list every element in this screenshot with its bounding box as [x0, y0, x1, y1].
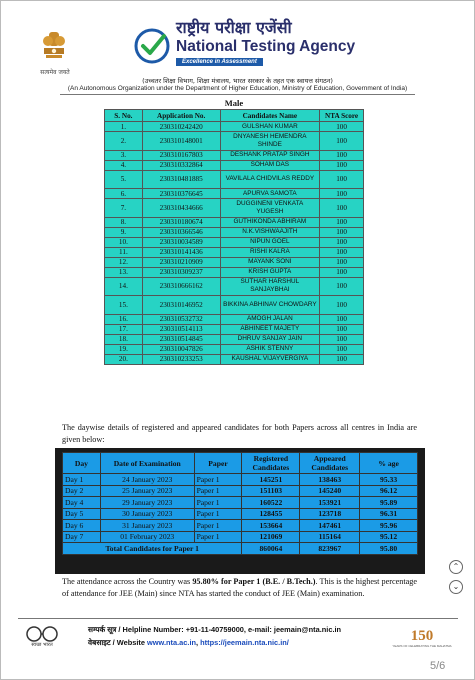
cell-nta-score: 100	[320, 334, 364, 344]
cell-nta-score: 100	[320, 237, 364, 247]
website-link-jeemain[interactable]: https://jeemain.nta.nic.in/	[200, 638, 289, 647]
cell-application-no: 230310481885	[142, 170, 220, 189]
table-row	[105, 354, 364, 364]
scroll-down-icon[interactable]: ⌄	[449, 580, 463, 594]
cell-candidate-name: AMOGH JALAN	[220, 314, 320, 324]
cell-date: 25 January 2023	[100, 485, 194, 497]
cell-application-no: 230310434666	[142, 199, 220, 218]
table-row	[105, 277, 364, 296]
cell-candidate-name: ABHINEET MAJETY	[220, 324, 320, 334]
total-label: Total Candidates for Paper 1	[63, 543, 242, 555]
table-row	[63, 485, 418, 497]
table-row	[105, 189, 364, 199]
total-row	[63, 543, 418, 555]
cell-application-no: 230310146952	[142, 296, 220, 315]
table-row	[63, 474, 418, 486]
col-header-day: Day	[63, 453, 101, 474]
col-header-sno: S. No.	[105, 110, 143, 122]
cell-paper: Paper 1	[194, 520, 242, 532]
table-row	[105, 160, 364, 170]
cell-paper: Paper 1	[194, 497, 242, 509]
cell-sno: 12.	[105, 257, 143, 267]
cell-application-no: 230310514113	[142, 324, 220, 334]
cell-sno: 9.	[105, 227, 143, 237]
cell-percentage: 96.12	[360, 485, 418, 497]
total-registered: 860064	[242, 543, 300, 555]
cell-application-no: 230310148001	[142, 132, 220, 151]
agency-name: National Testing Agency	[176, 38, 356, 55]
table-row	[105, 199, 364, 218]
helpline-text: सम्पर्क सूत्र / Helpline Number: +91-11-40759000, e-mail: jeemain@nta.nic.in	[88, 625, 342, 634]
toppers-table	[104, 109, 364, 365]
col-header-appeared: Appeared Candidates	[300, 453, 360, 474]
table-header-row	[63, 453, 418, 474]
table-header-row	[105, 110, 364, 122]
table-row	[105, 122, 364, 132]
cell-application-no: 230310514845	[142, 334, 220, 344]
right-logo-caption: YEARS OF CELEBRATING THE MAHATMA	[392, 644, 452, 648]
cell-registered: 151103	[242, 485, 300, 497]
cell-candidate-name: DHRUV SANJAY JAIN	[220, 334, 320, 344]
cell-application-no: 230310666162	[142, 277, 220, 296]
cell-nta-score: 100	[320, 132, 364, 151]
cell-percentage: 95.89	[360, 497, 418, 509]
cell-sno: 7.	[105, 199, 143, 218]
cell-application-no: 230310034589	[142, 237, 220, 247]
col-header-application: Application No.	[142, 110, 220, 122]
table-row	[105, 324, 364, 334]
cell-application-no: 230310376645	[142, 189, 220, 199]
table-row	[63, 520, 418, 532]
total-percentage: 95.80	[360, 543, 418, 555]
cell-candidate-name: DNYANESH HEMENDRA SHINDE	[220, 132, 320, 151]
cell-application-no: 230310309237	[142, 267, 220, 277]
right-logo-number: 150	[410, 628, 434, 644]
table-row	[105, 257, 364, 267]
total-appeared: 823967	[300, 543, 360, 555]
letterhead	[0, 0, 475, 96]
cell-nta-score: 100	[320, 314, 364, 324]
cell-registered: 153664	[242, 520, 300, 532]
cell-appeared: 153921	[300, 497, 360, 509]
agency-tagline: Excellence in Assessment	[176, 58, 263, 66]
cell-candidate-name: APURVA SAMOTA	[220, 189, 320, 199]
cell-appeared: 147461	[300, 520, 360, 532]
cell-nta-score: 100	[320, 247, 364, 257]
cell-candidate-name: VAVILALA CHIDVILAS REDDY	[220, 170, 320, 189]
page-indicator: 5/6	[430, 660, 446, 672]
table-row	[105, 227, 364, 237]
cell-paper: Paper 1	[194, 474, 242, 486]
table-row	[105, 267, 364, 277]
cell-sno: 11.	[105, 247, 143, 257]
emblem-caption: सत्यमेव जयते	[40, 69, 70, 76]
cell-date: 24 January 2023	[100, 474, 194, 486]
cell-nta-score: 100	[320, 354, 364, 364]
daywise-intro-text: The daywise details of registered and appeared candidates for both Papers across all centres in India are given below:	[62, 423, 417, 444]
cell-day: Day 6	[63, 520, 101, 532]
cell-appeared: 138463	[300, 474, 360, 486]
cell-candidate-name: RISHI KALRA	[220, 247, 320, 257]
cell-application-no: 230310167803	[142, 150, 220, 160]
cell-nta-score: 100	[320, 122, 364, 132]
table-row	[105, 237, 364, 247]
daywise-table	[62, 452, 418, 555]
section-title: Male	[224, 98, 244, 108]
cell-application-no: 230310332864	[142, 160, 220, 170]
cell-day: Day 4	[63, 497, 101, 509]
cell-nta-score: 100	[320, 257, 364, 267]
cell-nta-score: 100	[320, 189, 364, 199]
cell-nta-score: 100	[320, 324, 364, 334]
cell-application-no: 230310180674	[142, 217, 220, 227]
table-row	[105, 314, 364, 324]
cell-sno: 5.	[105, 170, 143, 189]
attendance-text-before: The attendance across the Country was	[62, 577, 193, 586]
cell-registered: 121069	[242, 531, 300, 543]
cell-registered: 145251	[242, 474, 300, 486]
cell-candidate-name: ASHIK STENNY	[220, 344, 320, 354]
footer-divider	[18, 618, 458, 619]
website-prefix: वेबसाइट / Website	[88, 638, 148, 647]
cell-sno: 13.	[105, 267, 143, 277]
cell-nta-score: 100	[320, 199, 364, 218]
table-row	[63, 508, 418, 520]
attendance-highlight: 95.80% for Paper 1 (B.E. / B.Tech.)	[192, 577, 316, 586]
col-header-date: Date of Examination	[100, 453, 194, 474]
cell-candidate-name: DESHANK PRATAP SINGH	[220, 150, 320, 160]
cell-appeared: 123718	[300, 508, 360, 520]
cell-candidate-name: MAYANK SONI	[220, 257, 320, 267]
cell-date: 30 January 2023	[100, 508, 194, 520]
cell-nta-score: 100	[320, 227, 364, 237]
cell-sno: 18.	[105, 334, 143, 344]
cell-sno: 6.	[105, 189, 143, 199]
left-logo-caption: स्वच्छ भारत	[31, 642, 53, 648]
col-header-score: NTA Score	[320, 110, 364, 122]
cell-sno: 8.	[105, 217, 143, 227]
cell-application-no: 230310210909	[142, 257, 220, 267]
website-link-nta[interactable]: www.nta.ac.in	[147, 638, 197, 647]
cell-candidate-name: KAUSHAL VIJAYVERGIYA	[220, 354, 320, 364]
cell-day: Day 7	[63, 531, 101, 543]
cell-nta-score: 100	[320, 344, 364, 354]
header-divider	[60, 94, 415, 95]
cell-sno: 19.	[105, 344, 143, 354]
cell-percentage: 95.12	[360, 531, 418, 543]
cell-nta-score: 100	[320, 170, 364, 189]
subtitle-hindi: (उच्चतर शिक्षा विभाग, शिक्षा मंत्रालय, भारत सरकार के तहत एक स्वायत्त संगठन)	[142, 77, 333, 85]
cell-sno: 16.	[105, 314, 143, 324]
cell-registered: 160522	[242, 497, 300, 509]
cell-candidate-name: KRISH GUPTA	[220, 267, 320, 277]
cell-candidate-name: DUGGINENI VENKATA YUGESH	[220, 199, 320, 218]
cell-date: 29 January 2023	[100, 497, 194, 509]
cell-application-no: 230310532732	[142, 314, 220, 324]
cell-appeared: 145240	[300, 485, 360, 497]
cell-paper: Paper 1	[194, 485, 242, 497]
cell-nta-score: 100	[320, 217, 364, 227]
cell-nta-score: 100	[320, 267, 364, 277]
table-row	[105, 170, 364, 189]
cell-candidate-name: GULSHAN KUMAR	[220, 122, 320, 132]
cell-application-no: 230310047826	[142, 344, 220, 354]
cell-candidate-name: GUTHIKONDA ABHIRAM	[220, 217, 320, 227]
cell-nta-score: 100	[320, 277, 364, 296]
cell-percentage: 95.96	[360, 520, 418, 532]
table-row	[105, 334, 364, 344]
cell-sno: 3.	[105, 150, 143, 160]
cell-candidate-name: NIPUN GOEL	[220, 237, 320, 247]
scroll-up-icon[interactable]: ⌃	[449, 560, 463, 574]
cell-sno: 17.	[105, 324, 143, 334]
cell-percentage: 96.31	[360, 508, 418, 520]
cell-application-no: 230310233253	[142, 354, 220, 364]
table-row	[105, 132, 364, 151]
cell-percentage: 95.33	[360, 474, 418, 486]
cell-nta-score: 100	[320, 296, 364, 315]
cell-sno: 14.	[105, 277, 143, 296]
cell-application-no: 230310141436	[142, 247, 220, 257]
website-text	[88, 638, 289, 648]
cell-appeared: 115164	[300, 531, 360, 543]
cell-date: 31 January 2023	[100, 520, 194, 532]
cell-day: Day 5	[63, 508, 101, 520]
table-row	[105, 296, 364, 315]
website-separator: ,	[196, 638, 201, 647]
col-header-name: Candidates Name	[220, 110, 320, 122]
cell-day: Day 1	[63, 474, 101, 486]
cell-sno: 20.	[105, 354, 143, 364]
cell-registered: 128455	[242, 508, 300, 520]
nta-logo-icon	[134, 28, 170, 64]
attendance-text	[62, 576, 417, 600]
attendance-text-after: . This is the highest percentage of attendance for JEE (Main) since NTA has started the conduct of JEE (Main) examination.	[62, 577, 417, 598]
cell-paper: Paper 1	[194, 531, 242, 543]
cell-day: Day 2	[63, 485, 101, 497]
swachh-bharat-logo-icon	[20, 624, 80, 648]
cell-nta-score: 100	[320, 160, 364, 170]
cell-nta-score: 100	[320, 150, 364, 160]
cell-sno: 1.	[105, 122, 143, 132]
subtitle-english: (An Autonomous Organization under the Department of Higher Education, Ministry of Education, Government of India)	[67, 85, 408, 92]
cell-sno: 4.	[105, 160, 143, 170]
cell-application-no: 230310366546	[142, 227, 220, 237]
cell-sno: 10.	[105, 237, 143, 247]
cell-candidate-name: SOHAM DAS	[220, 160, 320, 170]
cell-candidate-name: SUTHAR HARSHUL SANJAYBHAI	[220, 277, 320, 296]
col-header-paper: Paper	[194, 453, 242, 474]
cell-candidate-name: BIKKINA ABHINAV CHOWDARY	[220, 296, 320, 315]
cell-sno: 15.	[105, 296, 143, 315]
table-row	[63, 531, 418, 543]
table-row	[63, 497, 418, 509]
col-header-registered: Registered Candidates	[242, 453, 300, 474]
cell-candidate-name: N.K.VISHWAAJITH	[220, 227, 320, 237]
cell-date: 01 February 2023	[100, 531, 194, 543]
table-row	[105, 247, 364, 257]
cell-sno: 2.	[105, 132, 143, 151]
cell-paper: Paper 1	[194, 508, 242, 520]
table-row	[105, 344, 364, 354]
cell-application-no: 230310242420	[142, 122, 220, 132]
table-row	[105, 150, 364, 160]
col-header-percentage: % age	[360, 453, 418, 474]
agency-name-hindi: राष्ट्रीय परीक्षा एजेंसी	[176, 18, 292, 37]
gandhi-150-logo-icon	[392, 622, 452, 656]
table-row	[105, 217, 364, 227]
